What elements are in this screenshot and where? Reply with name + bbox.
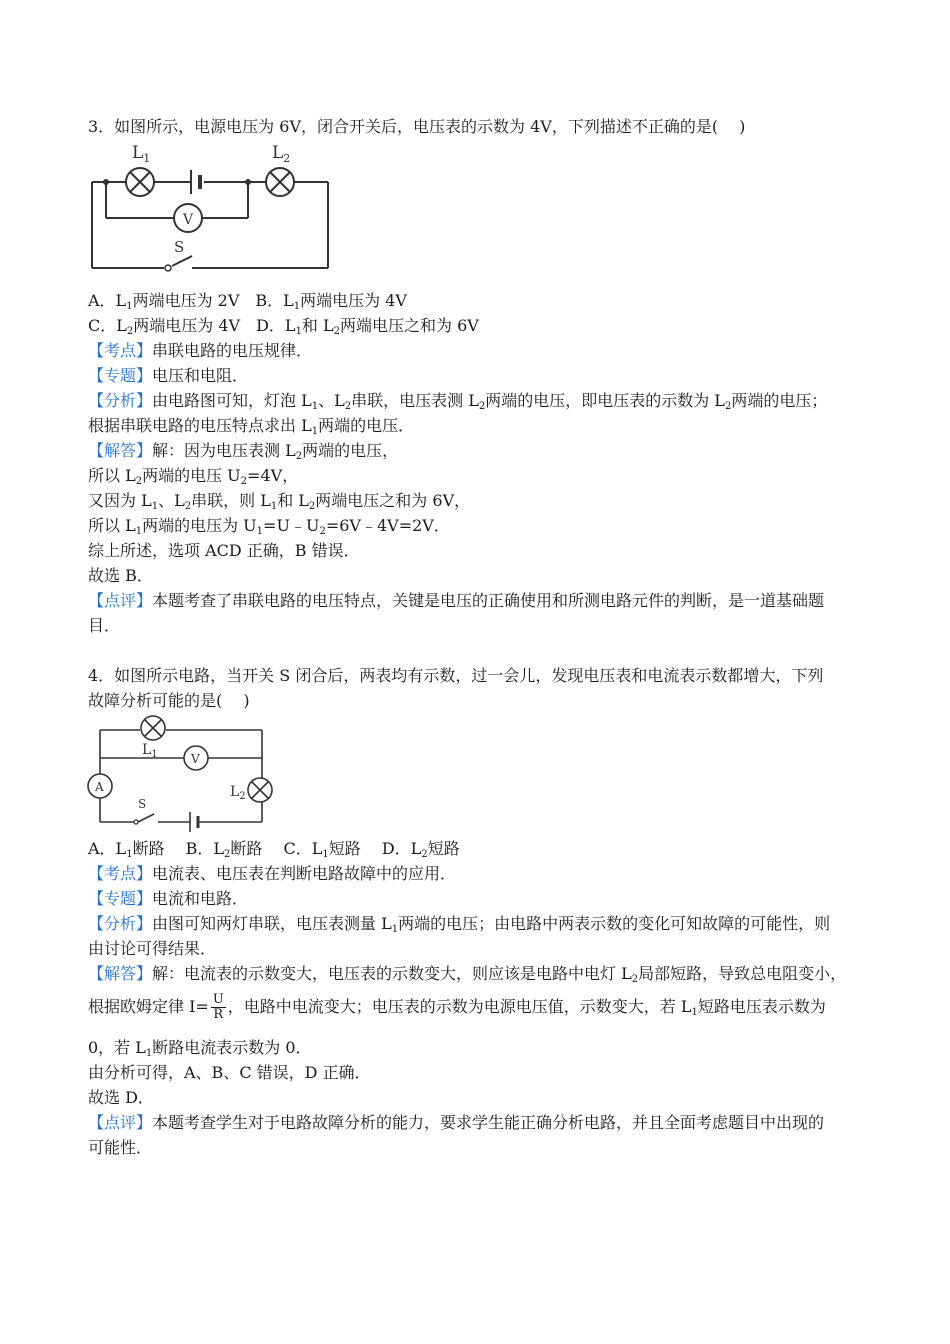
svg-text:L2: $L_2$ bbox=[230, 784, 246, 802]
ohms-law-fraction: $\frac{U}{R}$ bbox=[212, 992, 224, 1022]
q4-stem-line2: 故障分析可能的是( ) bbox=[88, 691, 250, 710]
q4-jieda-line4: 由分析可得，A、B、C 错误，D 正确． bbox=[88, 1063, 371, 1082]
q3-fenxi-line1: 【分析】由电路图可知，灯泡 $L_1$、$L_2$串联，电压表测 $L_2$两端的电压，即电压表的示数为 $L_2$两端的电压； bbox=[88, 391, 828, 412]
q4-jieda-line5: 故选 D． bbox=[88, 1088, 154, 1107]
q3-dianping-line1: 【点评】本题考查了串联电路的电压特点，关键是电压的正确使用和所测电路元件的判断，是一道基础题 bbox=[88, 591, 825, 610]
q3-jieda-line5: 综上所述，选项 ACD 正确，B 错误． bbox=[88, 541, 360, 560]
q4-circuit-diagram bbox=[86, 712, 280, 832]
q3-jieda-line6: 故选 B． bbox=[88, 566, 153, 585]
svg-text:L1: $L_1$ bbox=[132, 143, 151, 165]
q3-zhuanti: 【专题】电压和电阻． bbox=[88, 366, 249, 385]
q4-kaodian: 【考点】电流表、电压表在判断电路故障中的应用． bbox=[88, 864, 457, 883]
q3-options-ab: A．$L_1$两端电压为 2V B．$L_1$两端电压为 4V bbox=[88, 291, 407, 312]
svg-text:S: S bbox=[138, 797, 147, 811]
svg-text:A: A bbox=[95, 780, 104, 794]
svg-text:V: V bbox=[191, 752, 200, 766]
q4-stem-line1: 4．如图所示电路，当开关 S 闭合后，两表均有示数，过一会儿，发现电压表和电流表示数都增大，下列 bbox=[88, 666, 824, 685]
q4-zhuanti: 【专题】电流和电路． bbox=[88, 889, 249, 908]
q4-jieda-line1: 【解答】解：电流表的示数变大，电压表的示数变大，则应该是电路中电灯 $L_2$局部短路，导致总电阻变小， bbox=[88, 964, 847, 985]
q3-stem: 3．如图所示，电源电压为 6V，闭合开关后，电压表的示数为 4V，下列描述不正确的是( ) bbox=[88, 117, 746, 136]
svg-text:S: S bbox=[174, 238, 185, 256]
q4-jieda-line3: 0，若 $L_1$断路电流表示数为 0． bbox=[88, 1038, 312, 1059]
q4-jieda-line2: 根据欧姆定律 I= $\frac{U}{R}$ ，电路中电流变大；电压表的示数为电源电压值，示数变大，若 $L_1$短路电压表示数为 bbox=[88, 992, 826, 1022]
svg-text:L2: $L_2$ bbox=[272, 143, 291, 165]
q3-kaodian: 【考点】串联电路的电压规律． bbox=[88, 341, 313, 360]
svg-text:L1: $L_1$ bbox=[142, 742, 158, 760]
q3-jieda-line3: 又因为 $L_1$、$L_2$串联，则 $L_1$和 $L_2$两端电压之和为 6V， bbox=[88, 491, 471, 512]
q3-options-cd: C．$L_2$两端电压为 4V D．$L_1$和 $L_2$两端电压之和为 6V bbox=[88, 316, 479, 337]
q3-jieda-line1: 【解答】解：因为电压表测 $L_2$两端的电压， bbox=[88, 441, 399, 462]
q4-fenxi-line2: 由讨论可得结果． bbox=[88, 939, 217, 958]
q4-dianping-line1: 【点评】本题考查学生对于电路故障分析的能力，要求学生能正确分析电路，并且全面考虑题目中出现的 bbox=[88, 1113, 825, 1132]
q4-dianping-line2: 可能性． bbox=[88, 1138, 153, 1157]
q4-options: A．$L_1$断路 B．$L_2$断路 C．$L_1$短路 D．$L_2$短路 bbox=[88, 839, 460, 860]
q3-fenxi-line2: 根据串联电路的电压特点求出 $L_1$两端的电压． bbox=[88, 416, 415, 437]
q3-dianping-line2: 目． bbox=[88, 616, 121, 635]
q4-fenxi-line1: 【分析】由图可知两灯串联，电压表测量 $L_1$两端的电压；由电路中两表示数的变化可知故障的可能性，则 bbox=[88, 914, 831, 935]
q3-jieda-line4: 所以 $L_1$两端的电压为 $U_1=U﹣U_2=6V﹣4V=2V$． bbox=[88, 516, 450, 537]
q3-circuit-diagram bbox=[88, 140, 338, 272]
q3-jieda-line2: 所以 $L_2$两端的电压 $U_2=4V$， bbox=[88, 466, 299, 487]
svg-text:V: V bbox=[183, 212, 194, 228]
